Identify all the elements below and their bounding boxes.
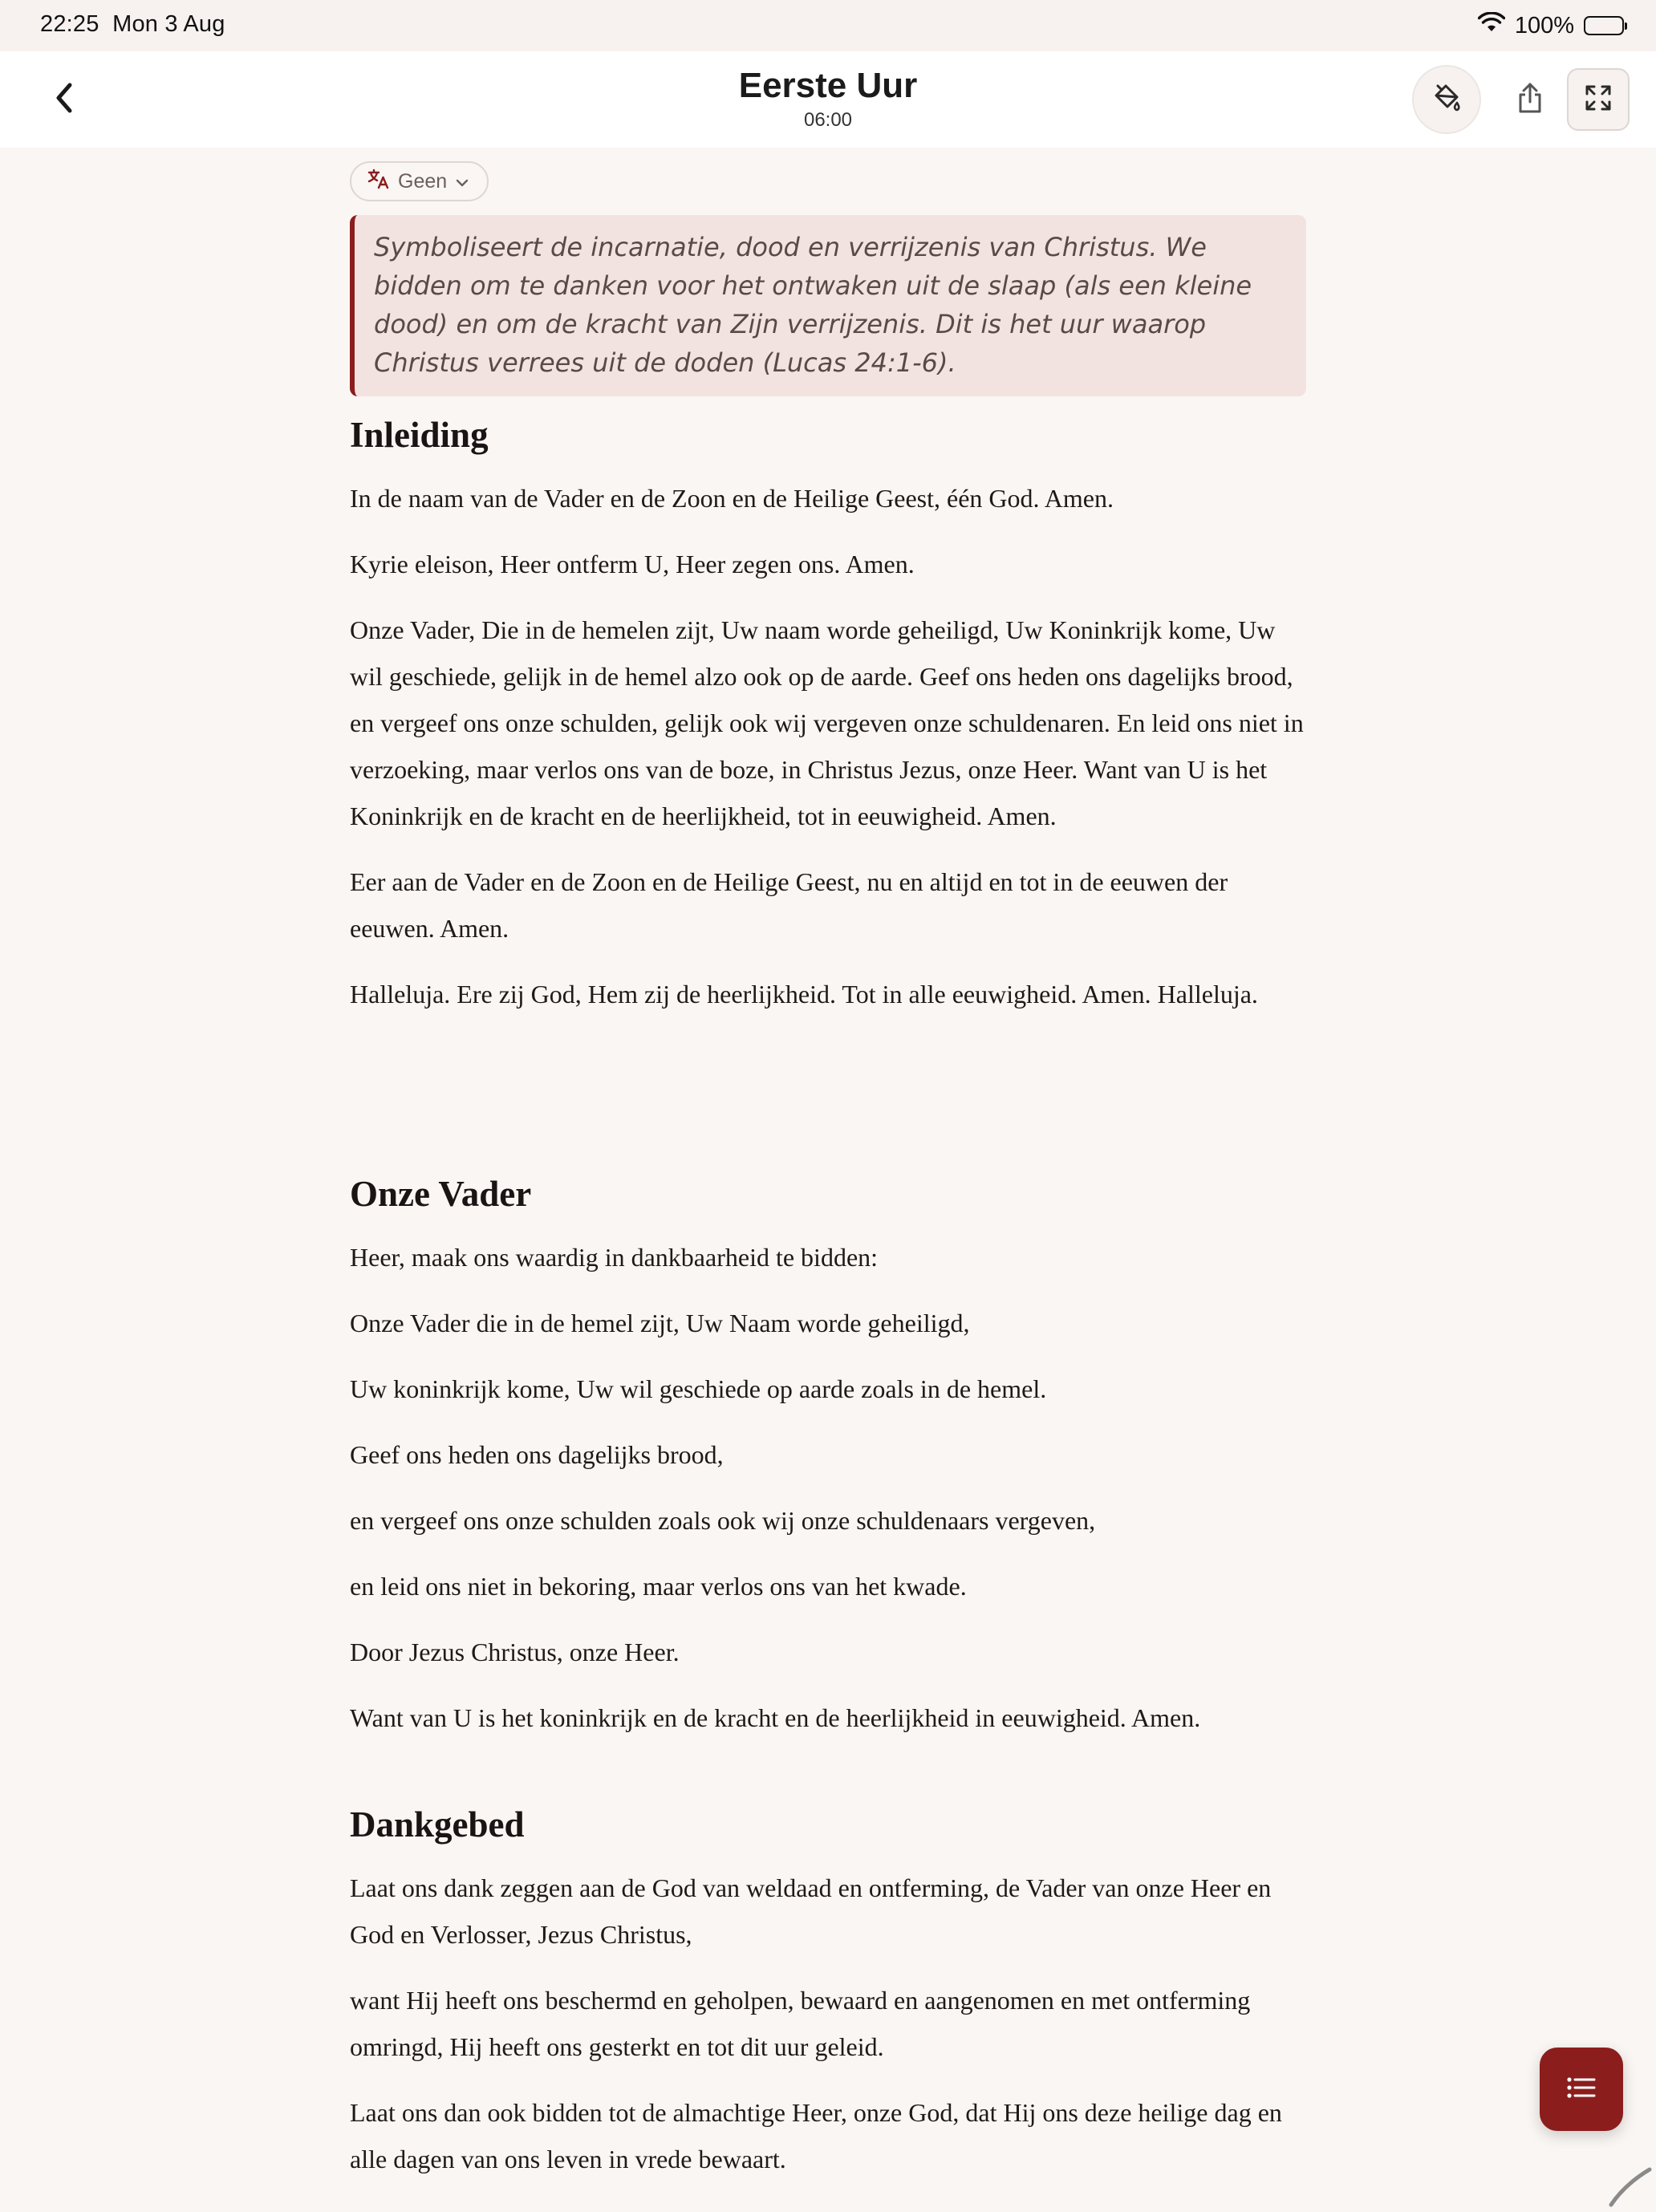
expand-icon bbox=[1584, 83, 1613, 116]
status-date: Mon 3 Aug bbox=[112, 11, 225, 37]
battery-percentage: 100% bbox=[1514, 12, 1574, 39]
fullscreen-button[interactable] bbox=[1567, 68, 1630, 131]
section-dankgebed bbox=[350, 1800, 1306, 2182]
status-time: 22:25 bbox=[40, 11, 99, 37]
navigation-bar bbox=[0, 51, 1656, 148]
prayer-paragraph: Laat ons dank zeggen aan de God van weldaad en ontferming, de Vader van onze Heer en God en Verlosser, Jezus Christus, bbox=[350, 1873, 1272, 1949]
prayer-paragraph: In de naam van de Vader en de Zoon en de Heilige Geest, één God. Amen. bbox=[350, 484, 1114, 513]
translation-label: Geen bbox=[398, 169, 448, 193]
battery-icon bbox=[1584, 16, 1624, 35]
paint-bucket-icon bbox=[1430, 81, 1463, 119]
prayer-paragraph: Eer aan de Vader en de Zoon en de Heilige Geest, nu en altijd en tot in de eeuwen der eeuwen. Amen. bbox=[350, 867, 1228, 943]
status-indicators bbox=[1478, 11, 1624, 40]
prayer-paragraph: en vergeef ons onze schulden zoals ook wij onze schuldenaars vergeven, bbox=[350, 1506, 1096, 1535]
list-icon bbox=[1565, 2075, 1597, 2104]
prayer-paragraph: Door Jezus Christus, onze Heer. bbox=[350, 1638, 680, 1666]
section-inleiding bbox=[350, 411, 1306, 1017]
share-icon bbox=[1516, 81, 1544, 119]
prayer-paragraph: Laat ons dan ook bidden tot de almachtige Heer, onze God, dat Hij ons deze heilige dag en alle dagen van ons leven in vrede bewaart. bbox=[350, 2098, 1282, 2173]
prayer-paragraph: Onze Vader die in de hemel zijt, Uw Naam worde geheiligd, bbox=[350, 1309, 970, 1337]
section-heading: Onze Vader bbox=[350, 1174, 532, 1214]
prayer-paragraph: Onze Vader, Die in de hemelen zijt, Uw naam worde geheiligd, Uw Koninkrijk kome, Uw wil geschiede, gelijk in de hemel alzo ook op de aarde. Geef ons heden ons dagelijks brood, en vergeef ons onze schulden, gelijk ook wij vergeven onze schuldenaren. En leid ons niet in verzoeking, maar verlos ons van de boze, in Christus Jezus, onze Heer. Want van U is het Koninkrijk en de kracht en de heerlijkheid, tot in eeuwigheid. Amen. bbox=[350, 615, 1304, 830]
section-onze-vader bbox=[350, 1170, 1306, 1741]
share-button[interactable] bbox=[1496, 65, 1565, 134]
chevron-down-icon bbox=[455, 170, 469, 193]
prayer-paragraph: Halleluja. Ere zij God, Hem zij de heerlijkheid. Tot in alle eeuwigheid. Amen. Halleluja. bbox=[350, 980, 1258, 1009]
table-of-contents-button[interactable] bbox=[1540, 2048, 1623, 2131]
wifi-icon bbox=[1478, 12, 1505, 39]
prayer-paragraph: Kyrie eleison, Heer ontferm U, Heer zegen ons. Amen. bbox=[350, 550, 915, 578]
prayer-paragraph: Want van U is het koninkrijk en de kracht en de heerlijkheid in eeuwigheid. Amen. bbox=[350, 1703, 1201, 1732]
theme-button[interactable] bbox=[1412, 65, 1481, 134]
prayer-paragraph: want Hij heeft ons beschermd en geholpen, bewaard en aangenomen en met ontferming omringd, Hij heeft ons gesterkt en tot dit uur geleid. bbox=[350, 1986, 1251, 2061]
prayer-paragraph: en leid ons niet in bekoring, maar verlos ons van het kwade. bbox=[350, 1572, 967, 1601]
status-time-date bbox=[40, 11, 225, 38]
page-subtitle-time: 06:00 bbox=[803, 109, 853, 131]
prayer-paragraph: Uw koninkrijk kome, Uw wil geschiede op aarde zoals in de hemel. bbox=[350, 1374, 1047, 1403]
page-title: Eerste Uur bbox=[738, 66, 918, 105]
section-heading: Dankgebed bbox=[350, 1804, 525, 1845]
translation-dropdown[interactable] bbox=[350, 161, 489, 201]
status-bar bbox=[0, 0, 1656, 51]
prayer-paragraph: Geef ons heden ons dagelijks brood, bbox=[350, 1440, 724, 1469]
translate-icon bbox=[367, 168, 390, 195]
corner-handle[interactable] bbox=[1605, 2158, 1656, 2208]
prayer-paragraph: Heer, maak ons waardig in dankbaarheid te bidden: bbox=[350, 1243, 879, 1272]
hour-description: Symboliseert de incarnatie, dood en verrijzenis van Christus. We bidden om te danken voor het ontwaken uit de slaap (als een kleine dood) en om de kracht van Zijn verrijzenis. Dit is het uur waarop Christus verrees uit de doden (Lucas 24:1-6). bbox=[350, 215, 1306, 396]
section-heading: Inleiding bbox=[350, 415, 489, 455]
